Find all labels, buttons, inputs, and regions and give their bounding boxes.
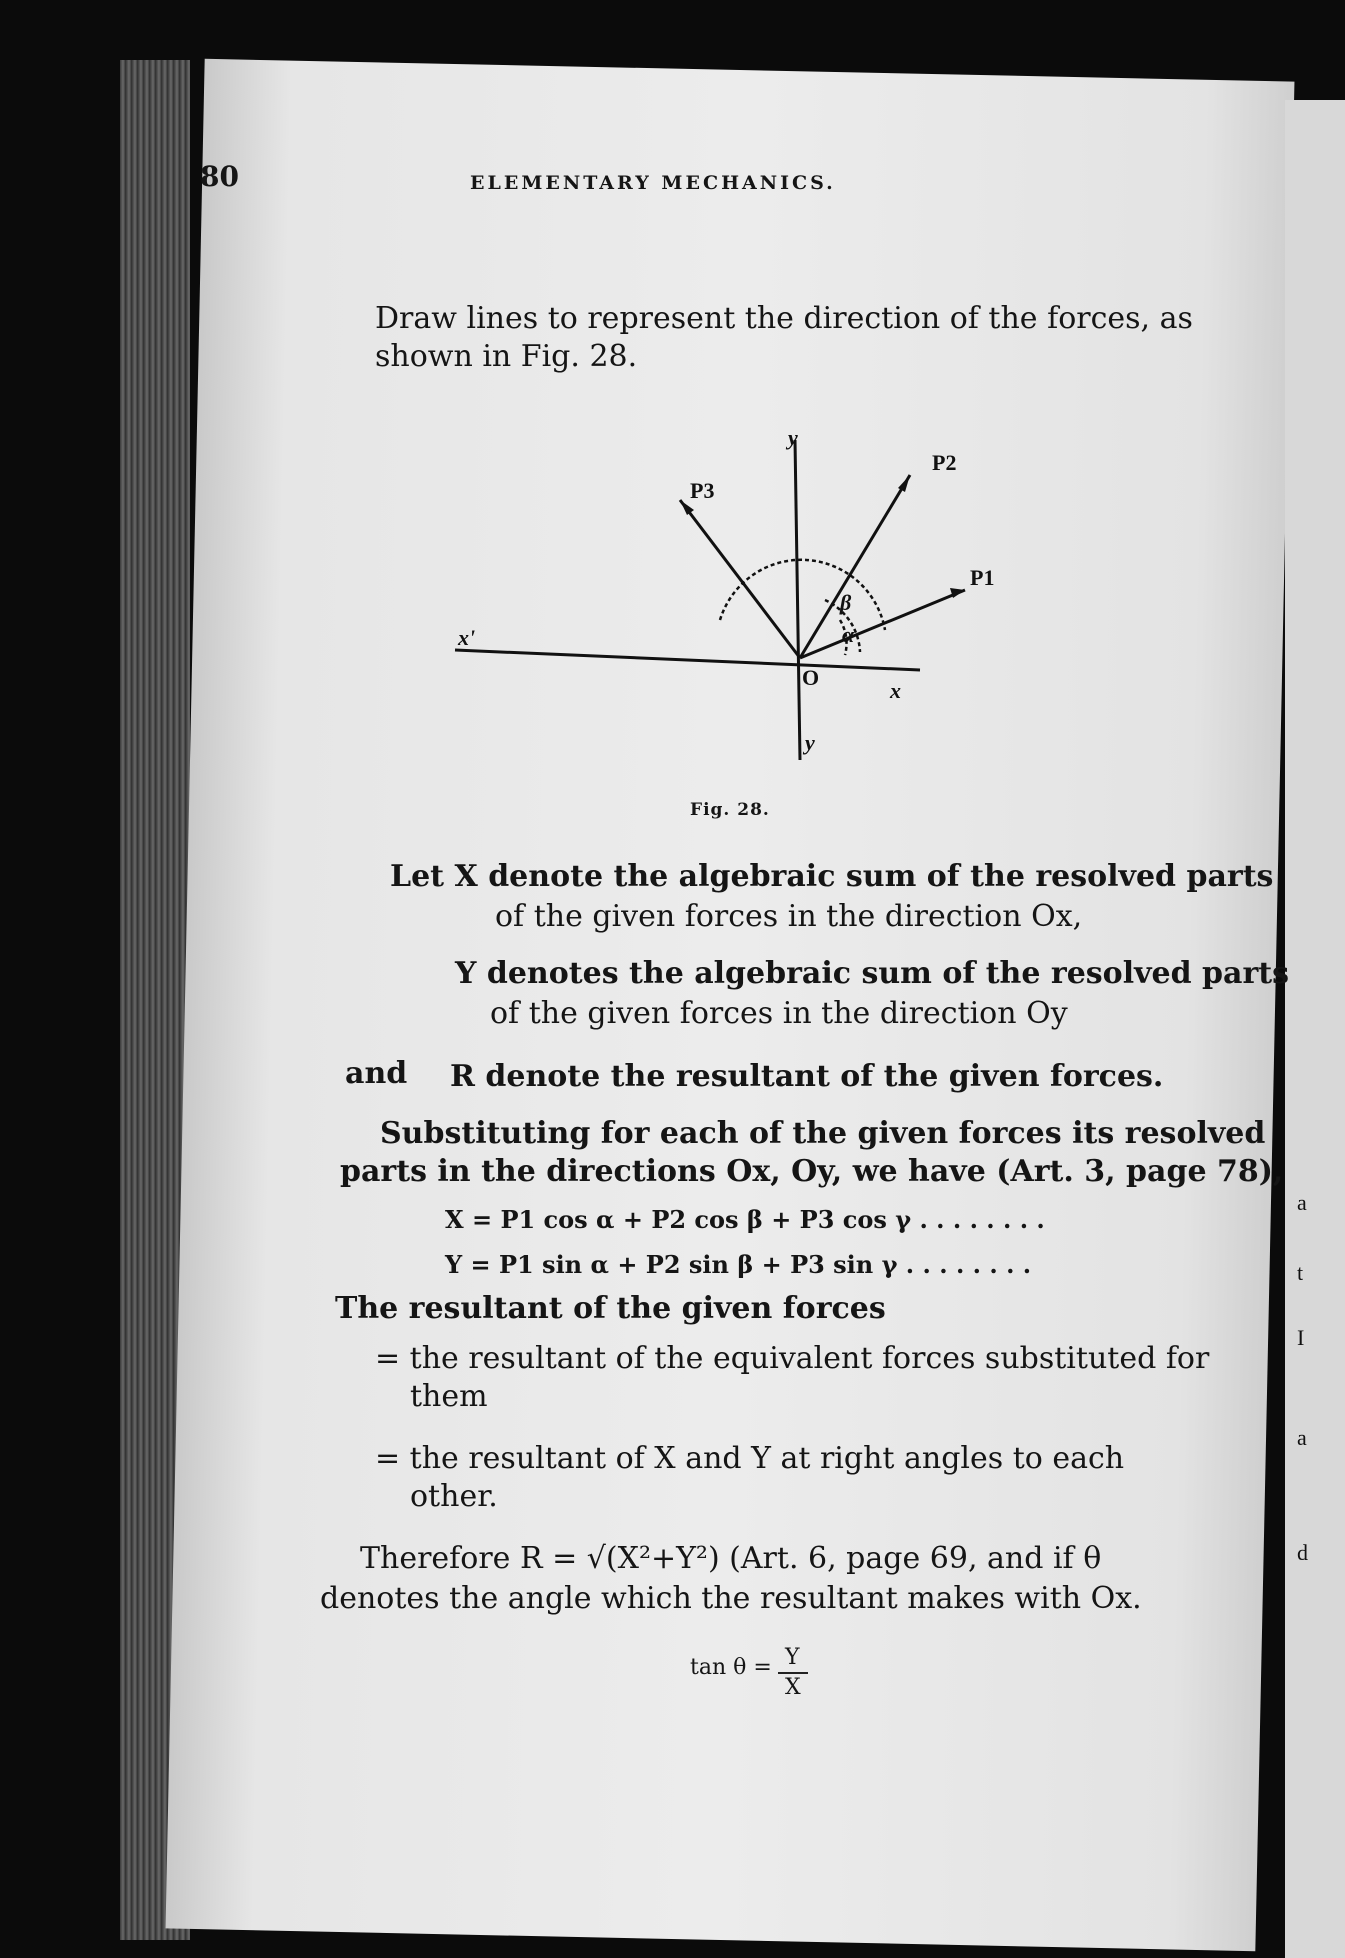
tan-equation	[690, 1645, 801, 1700]
y-axis-bottom-label: y	[805, 730, 815, 755]
intro-line: shown in Fig. 28.	[375, 339, 638, 374]
beta-label: β	[840, 590, 852, 615]
therefore-line: Therefore R = √(X²+Y²) (Art. 6, page 69, and if θ	[360, 1541, 1102, 1576]
fraction-bar	[778, 1672, 808, 1674]
margin-letter: I	[1297, 1325, 1305, 1350]
equation-y: Y = P1 sin α + P2 sin β + P3 sin γ . . . . . . . .	[445, 1250, 1032, 1279]
definition-y-line1: Y denotes the algebraic sum of the resolved parts	[455, 956, 1289, 991]
x-axis-right-label: x	[890, 678, 901, 703]
tan-lhs: tan θ =	[690, 1655, 772, 1680]
page-number: 80	[200, 160, 239, 193]
figure-caption: Fig. 28.	[690, 800, 770, 820]
force-diagram	[220, 420, 995, 760]
p1-label: P1	[970, 565, 995, 590]
resultant-eq1-line2: them	[410, 1379, 488, 1414]
therefore-line: denotes the angle which the resultant makes with Ox.	[320, 1581, 1142, 1616]
margin-letter: t	[1297, 1260, 1304, 1285]
resultant-eq2-line2: other.	[410, 1479, 498, 1514]
resultant-intro: The resultant of the given forces	[335, 1291, 886, 1326]
running-title: ELEMENTARY MECHANICS.	[470, 172, 836, 194]
tan-numerator: Y	[785, 1645, 800, 1670]
resultant-eq1-line1: = the resultant of the equivalent forces substituted for	[375, 1341, 1210, 1376]
definition-y-line2: of the given forces in the direction Oy	[490, 996, 1068, 1031]
p3-label: P3	[690, 478, 715, 503]
margin-letter: d	[1297, 1540, 1308, 1565]
resultant-eq2-line1: = the resultant of X and Y at right angles to each	[375, 1441, 1125, 1476]
definition-x-line1: Let X denote the algebraic sum of the resolved parts	[390, 859, 1274, 894]
facing-page-edge	[1285, 100, 1345, 1958]
intro-line: Draw lines to represent the direction of the forces, as	[375, 301, 1193, 336]
p2-label: P2	[932, 450, 957, 475]
definition-and: and	[345, 1056, 408, 1091]
definition-x-line2: of the given forces in the direction Ox,	[495, 899, 1083, 934]
origin-label: O	[802, 665, 820, 690]
margin-letter: a	[1297, 1425, 1307, 1450]
definition-r: R denote the resultant of the given forces.	[450, 1059, 1164, 1094]
equation-x: X = P1 cos α + P2 cos β + P3 cos γ . . . . . . . .	[445, 1205, 1045, 1234]
y-axis-top-label: y	[788, 425, 798, 450]
tan-denominator: X	[785, 1675, 801, 1700]
margin-letter: a	[1297, 1190, 1307, 1215]
alpha-label: α	[842, 622, 855, 647]
substituting-line: Substituting for each of the given forces its resolved	[380, 1116, 1266, 1151]
x-axis-left-label: x'	[458, 625, 476, 650]
substituting-line: parts in the directions Ox, Oy, we have (Art. 3, page 78),	[340, 1154, 1284, 1189]
